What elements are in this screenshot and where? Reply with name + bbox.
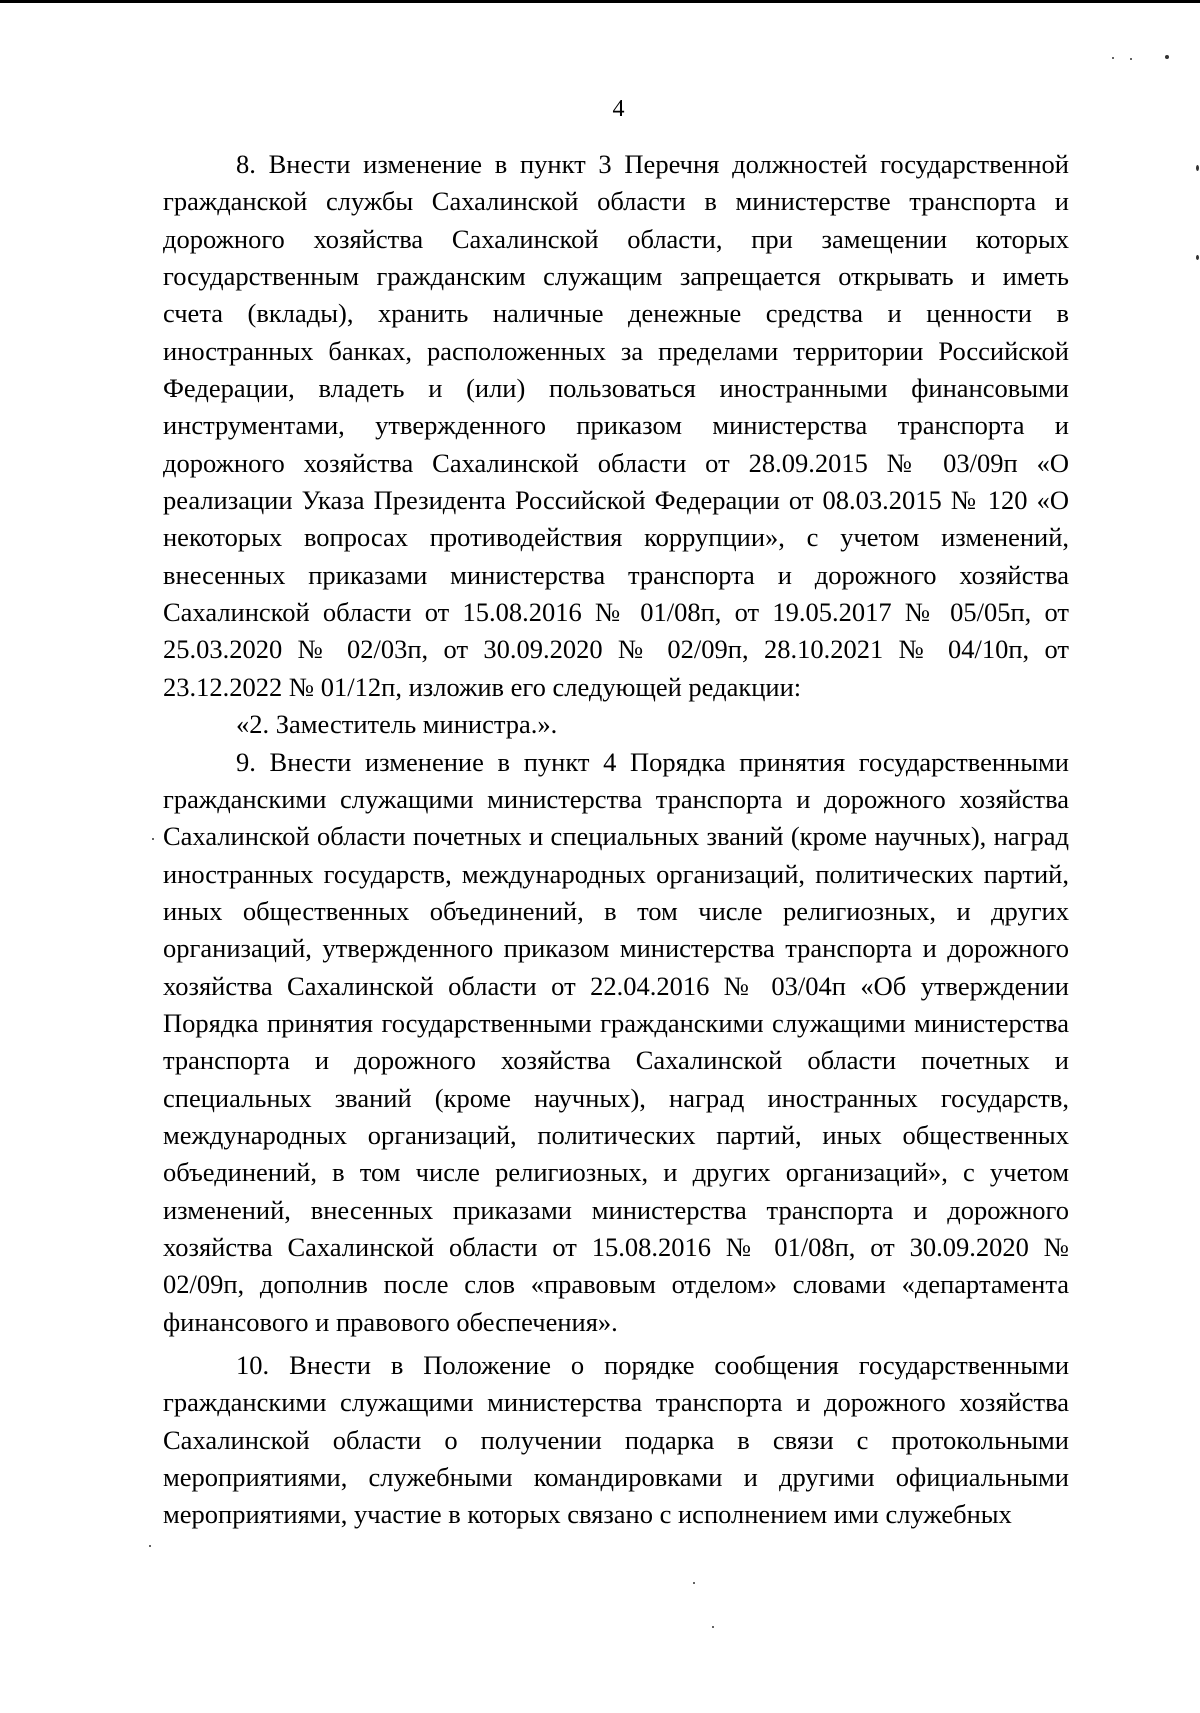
scan-top-edge [0, 0, 1200, 3]
paragraph-new-wording: «2. Заместитель министра.». [236, 709, 558, 740]
paragraph-item-9: 9. Внести изменение в пункт 4 Порядка принятия государственными гражданскими служащими министерства транспорта и дорожного хозяйства Сахалинской области почетных и специальных званий (кроме научных), наград иностранных государств, международных организаций, политических партий, иных общественных объединений, в том числе религиозных, и других организаций, утвержденного приказом министерства транспорта и дорожного хозяйства Сахалинской области от 22.04.2016 № 03/04п «Об утверждении Порядка принятия государственными гражданскими служащими министерства транспорта и дорожного хозяйства Сахалинской области почетных и специальных званий (кроме научных), наград иностранных государств, международных организаций, политических партий, иных общественных объединений, в том числе религиозных, и других организаций», с учетом изменений, внесенных приказами министерства транспорта и дорожного хозяйства Сахалинской области от 15.08.2016 № 01/08п, от 30.09.2020 № 02/09п, дополнив после слов «правовым отделом» словами «департамента финансового и правового обеспечения». [163, 746, 1069, 1337]
document-body [163, 146, 1069, 1534]
scan-speck [149, 1545, 151, 1547]
scan-speck [152, 838, 154, 840]
scan-speck [1196, 255, 1199, 260]
page-number: 4 [612, 96, 625, 122]
scan-speck [712, 1626, 714, 1628]
scan-speck [1165, 55, 1169, 59]
scan-speck [693, 1582, 695, 1584]
scan-speck [1196, 165, 1199, 171]
scan-speck [1112, 57, 1114, 59]
paragraph-item-10: 10. Внести в Положение о порядке сообщения государственными гражданскими служащими министерства транспорта и дорожного хозяйства Сахалинской области о получении подарка в связи с протокольными мероприятиями, служебными командировками и другими официальными мероприятиями, участие в которых связано с исполнением ими служебных [163, 1350, 1069, 1530]
scan-speck [1130, 58, 1132, 60]
paragraph-item-8: 8. Внести изменение в пункт 3 Перечня должностей государственной гражданской службы Сахалинской области в министерстве транспорта и дорожного хозяйства Сахалинской области, при замещении которых государственным гражданским служащим запрещается открывать и иметь счета (вклады), хранить наличные денежные средства и ценности в иностранных банках, расположенных за пределами территории Российской Федерации, владеть и (или) пользоваться иностранными финансовыми инструментами, утвержденного приказом министерства транспорта и дорожного хозяйства Сахалинской области от 28.09.2015 № 03/09п «О реализации Указа Президента Российской Федерации от 08.03.2015 № 120 «О некоторых вопросах противодействия коррупции», с учетом изменений, внесенных приказами министерства транспорта и дорожного хозяйства Сахалинской области от 15.08.2016 № 01/08п, от 19.05.2017 № 05/05п, от 25.03.2020 № 02/03п, от 30.09.2020 № 02/09п, 28.10.2021 № 04/10п, от 23.12.2022 № 01/12п, изложив его следующей редакции: [163, 149, 1069, 702]
